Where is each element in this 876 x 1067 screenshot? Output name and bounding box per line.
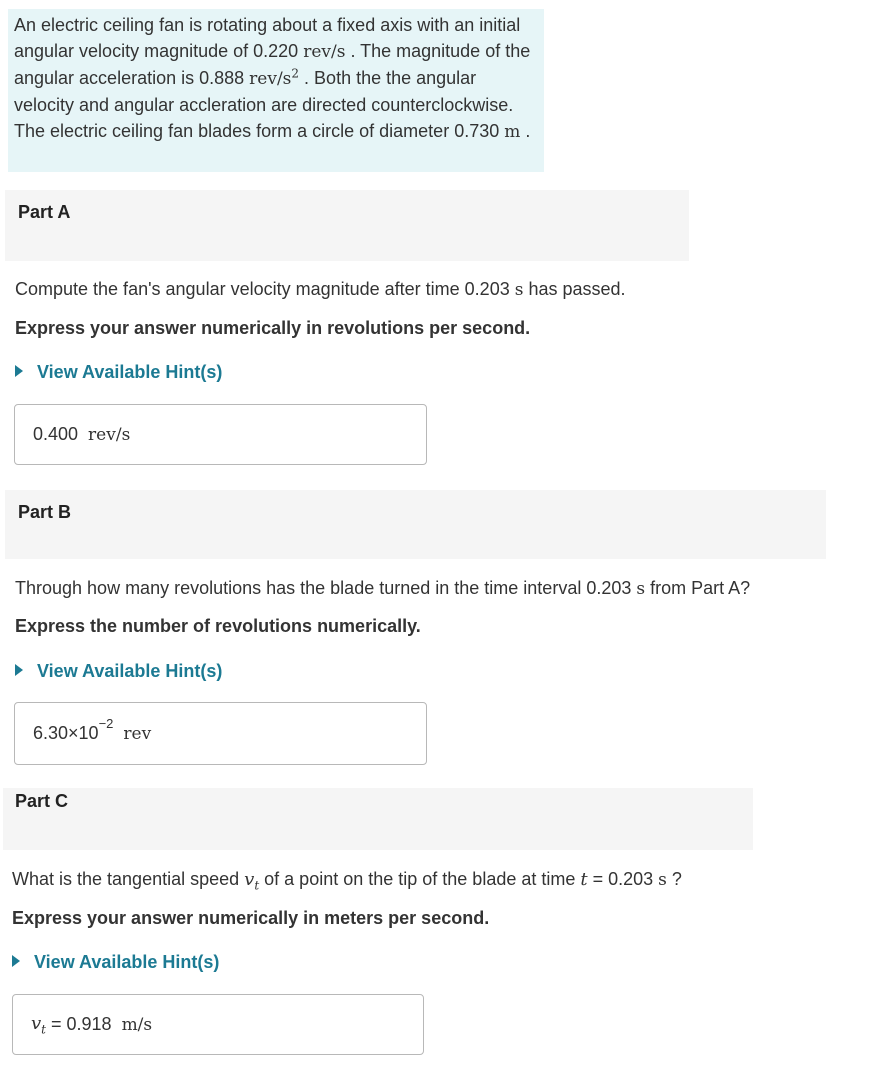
part-c-answer-variable: $v_t$: [31, 1012, 46, 1037]
part-b-hint-toggle[interactable]: [15, 661, 222, 682]
part-a-hint-label: View Available Hint(s): [37, 362, 223, 382]
part-c-answer-box[interactable]: [12, 994, 424, 1055]
intro-unit-3: m: [504, 122, 521, 142]
part-a-instruction: Express your answer numerically in revolutions per second.: [15, 318, 531, 338]
intro-unit-2: rev/$s^2$: [249, 66, 300, 89]
part-c-answer-unit: m/s: [121, 1014, 153, 1035]
triangle-right-icon: [15, 664, 23, 676]
triangle-right-icon: [12, 955, 20, 967]
intro-unit-1: rev/s: [303, 42, 346, 62]
part-b-question: Through how many revolutions has the blade turned in the time interval 0.203 s from Part A?: [15, 578, 751, 599]
part-b-answer-value: $6.30\times 10^{-2}$: [33, 716, 114, 743]
triangle-right-icon: [15, 365, 23, 377]
part-a-hint-toggle[interactable]: [15, 362, 222, 383]
part-a-header: [5, 190, 689, 261]
part-a-answer-value: 0.400: [33, 424, 79, 444]
intro-text-4: .: [520, 121, 531, 141]
part-c-answer-value: 0.918: [66, 1014, 112, 1034]
intro-text-2: . The magnitude of the angular acceleration is 0.888: [14, 41, 531, 88]
part-b-answer-box[interactable]: [14, 702, 427, 765]
intro-text-3: . Both the the angular velocity and angular accleration are directed counterclockwise. The electric ceiling fan blades form a circle of diameter 0.730: [14, 68, 514, 141]
part-b-instruction: Express the number of revolutions numerically.: [15, 616, 421, 636]
problem-statement: [8, 9, 544, 172]
part-b-title: Part B: [18, 502, 72, 522]
part-c-title: Part C: [15, 791, 69, 811]
part-c-header: [3, 788, 753, 850]
part-c-question: What is the tangential speed $v_t$ of a point on the tip of the blade at time t = 0.203 s ?: [12, 869, 682, 893]
part-c-hint-toggle[interactable]: [12, 952, 219, 973]
part-a-question: Compute the fan's angular velocity magnitude after time 0.203 s has passed.: [15, 279, 626, 300]
part-b-answer-unit: rev: [123, 723, 152, 744]
part-b-hint-label: View Available Hint(s): [37, 661, 223, 681]
part-a-title: Part A: [18, 202, 71, 222]
intro-text-1: An electric ceiling fan is rotating about a fixed axis with an initial angular velocity magnitude of 0.220: [14, 15, 521, 61]
part-c-answer-equals: =: [46, 1014, 67, 1034]
part-a-answer-unit: rev/s: [88, 424, 131, 445]
part-c-hint-label: View Available Hint(s): [34, 952, 220, 972]
part-b-header: [5, 490, 826, 559]
part-a-answer-box[interactable]: [14, 404, 427, 465]
part-c-instruction: Express your answer numerically in meters per second.: [12, 908, 490, 928]
